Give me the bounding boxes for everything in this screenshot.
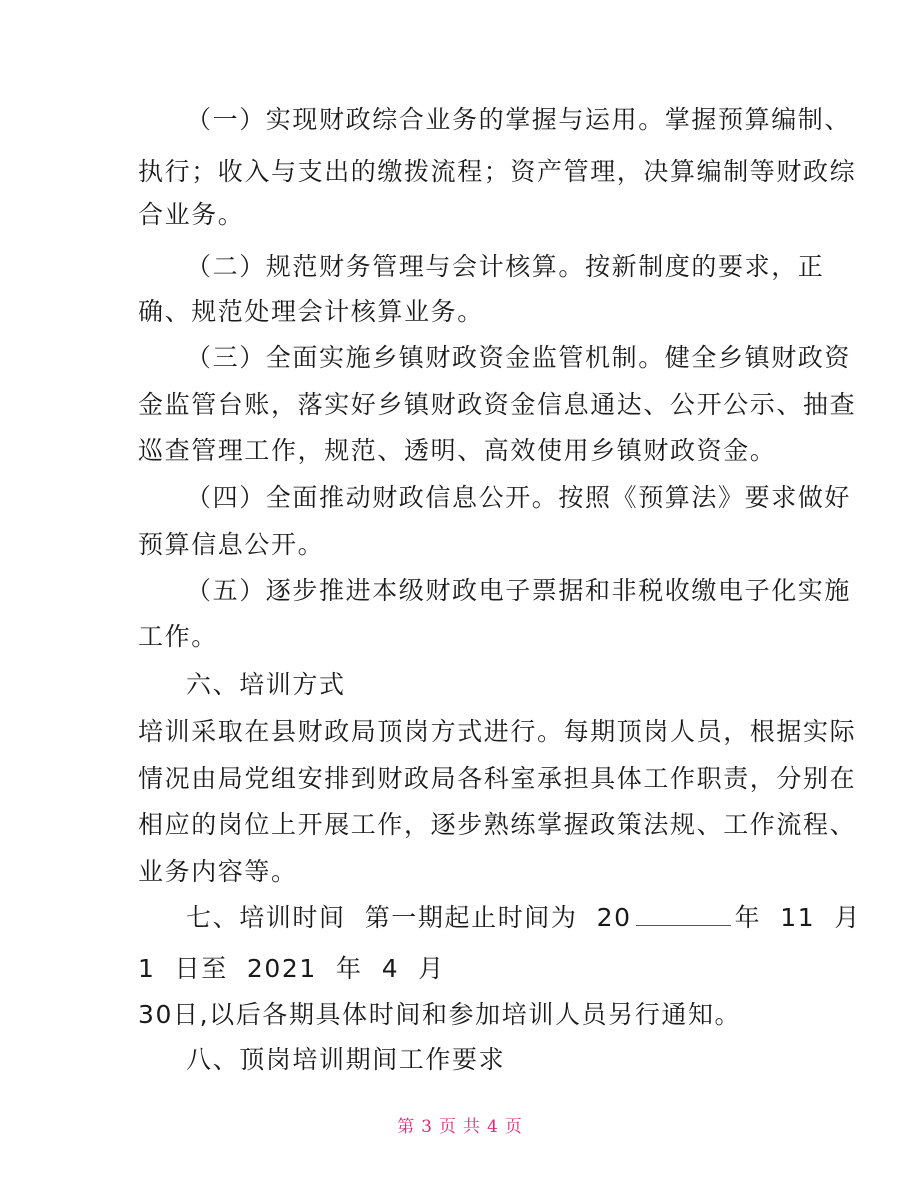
footer-page-number: 3 [421,1117,433,1137]
section7-prefix: 七、培训时间 第一期起止时间为 20 [186,903,632,932]
section-heading: 八、顶岗培训期间工作要求 [186,1045,506,1074]
footer-suffix: 页 [504,1117,523,1137]
section-heading-time [186,903,861,933]
paragraph-line: （三）全面实施乡镇财政资金监管机制。健全乡镇财政资 [186,343,852,372]
footer-mid2: 共 [463,1117,481,1137]
paragraph-line: （二）规范财务管理与会计核算。按新制度的要求，正 [186,252,825,281]
paragraph-line: 业务内容等。 [138,857,298,886]
paragraph-line: 确、规范处理会计核算业务。 [138,297,484,326]
footer-prefix: 第 [397,1117,416,1137]
paragraph-line: 1 日至 2021 年 4 月 [138,954,445,983]
paragraph-line: （四）全面推动财政信息公开。按照《预算法》要求做好 [186,483,852,512]
paragraph-line: 金监管台账，落实好乡镇财政资金信息通达、公开公示、抽查 [138,390,857,419]
footer-mid1: 页 [439,1117,457,1137]
paragraph-line: 执行；收入与支出的缴拨流程；资产管理，决算编制等财政综 [138,157,857,186]
paragraph-line: 培训采取在县财政局顶岗方式进行。每期顶岗人员，根据实际 [138,717,857,746]
paragraph-line: 预算信息公开。 [138,530,325,559]
paragraph-line: 30日,以后各期具体时间和参加培训人员另行通知。 [138,1000,742,1029]
paragraph-line: 情况由局党组安排到财政局各科室承担具体工作职责，分别在 [138,764,857,793]
paragraph-line: 合业务。 [138,200,245,229]
section-heading: 六、培训方式 [186,670,346,699]
footer-total-pages: 4 [487,1117,499,1137]
blank-underline [636,905,731,926]
page-footer [0,1112,920,1137]
paragraph-line: （五）逐步推进本级财政电子票据和非税收缴电子化实施 [186,576,852,605]
paragraph-line: 相应的岗位上开展工作，逐步熟练掌握政策法规、工作流程、 [138,810,857,839]
paragraph-line: 巡查管理工作，规范、透明、高效使用乡镇财政资金。 [138,436,777,465]
paragraph-line: （一）实现财政综合业务的掌握与运用。掌握预算编制、 [186,105,852,134]
section7-suffix: 年 11 月 [734,903,862,932]
paragraph-line: 工作。 [138,622,218,651]
